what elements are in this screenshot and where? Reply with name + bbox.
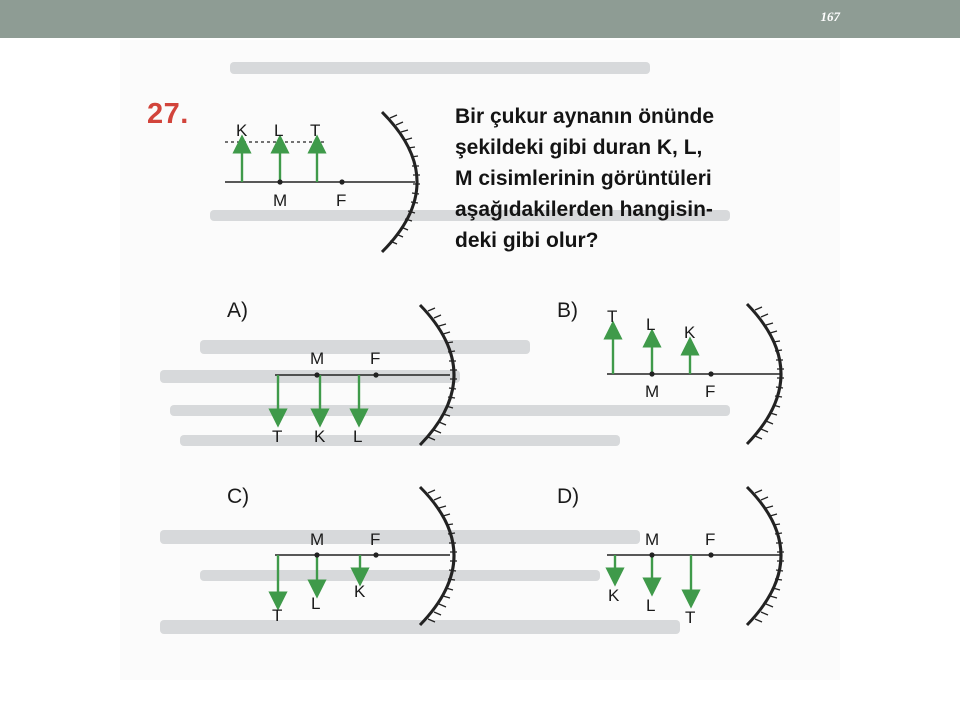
point-m [277, 179, 282, 184]
question-text [455, 101, 855, 256]
label-k: K [314, 427, 326, 446]
point-f [708, 371, 713, 376]
label-k: K [236, 121, 248, 140]
question-line: Bir çukur aynanın önünde [455, 105, 715, 128]
option-c-figure [260, 485, 470, 645]
label-l: L [274, 121, 284, 140]
label-t: T [272, 427, 283, 446]
point-f [708, 552, 713, 557]
label-m: M [645, 382, 660, 401]
option-c-letter: C) [227, 485, 250, 508]
question-line: aşağıdakilerden hangisin- [455, 198, 713, 221]
point-m [314, 552, 319, 557]
label-l: L [353, 427, 363, 446]
concave-mirror [420, 487, 457, 625]
point-m [649, 552, 654, 557]
label-k: K [684, 323, 696, 342]
question-line: M cisimlerinin görüntüleri [455, 167, 712, 190]
label-k: K [608, 586, 620, 605]
label-l: L [311, 594, 321, 613]
option-a-letter: A) [227, 299, 248, 322]
top-bar [0, 0, 960, 38]
option-d-letter: D) [557, 485, 580, 508]
option-a-figure [260, 300, 470, 460]
option-b-figure [595, 300, 805, 460]
label-f: F [370, 530, 381, 549]
label-m: M [645, 530, 660, 549]
page-number: 167 [820, 9, 840, 24]
point-m [314, 372, 319, 377]
label-f: F [370, 349, 381, 368]
point-f [339, 179, 344, 184]
label-t: T [685, 608, 696, 627]
label-m: M [273, 191, 288, 210]
label-l: L [646, 596, 656, 615]
label-k: K [354, 582, 366, 601]
label-t: T [272, 606, 283, 625]
label-m: M [310, 530, 325, 549]
label-l: L [646, 315, 656, 334]
label-f: F [705, 382, 716, 401]
label-m: M [310, 349, 325, 368]
label-f: F [336, 191, 347, 210]
question-number: 27. [147, 98, 189, 130]
option-d-figure [595, 485, 805, 645]
label-t: T [310, 121, 321, 140]
question-line: deki gibi olur? [455, 229, 599, 252]
point-f [373, 552, 378, 557]
concave-mirror [747, 487, 784, 625]
point-f [373, 372, 378, 377]
label-t: T [607, 307, 618, 326]
question-line: şekildeki gibi duran K, L, [455, 136, 703, 159]
label-f: F [705, 530, 716, 549]
option-b-letter: B) [557, 299, 578, 322]
point-m [649, 371, 654, 376]
main-figure [200, 100, 450, 260]
